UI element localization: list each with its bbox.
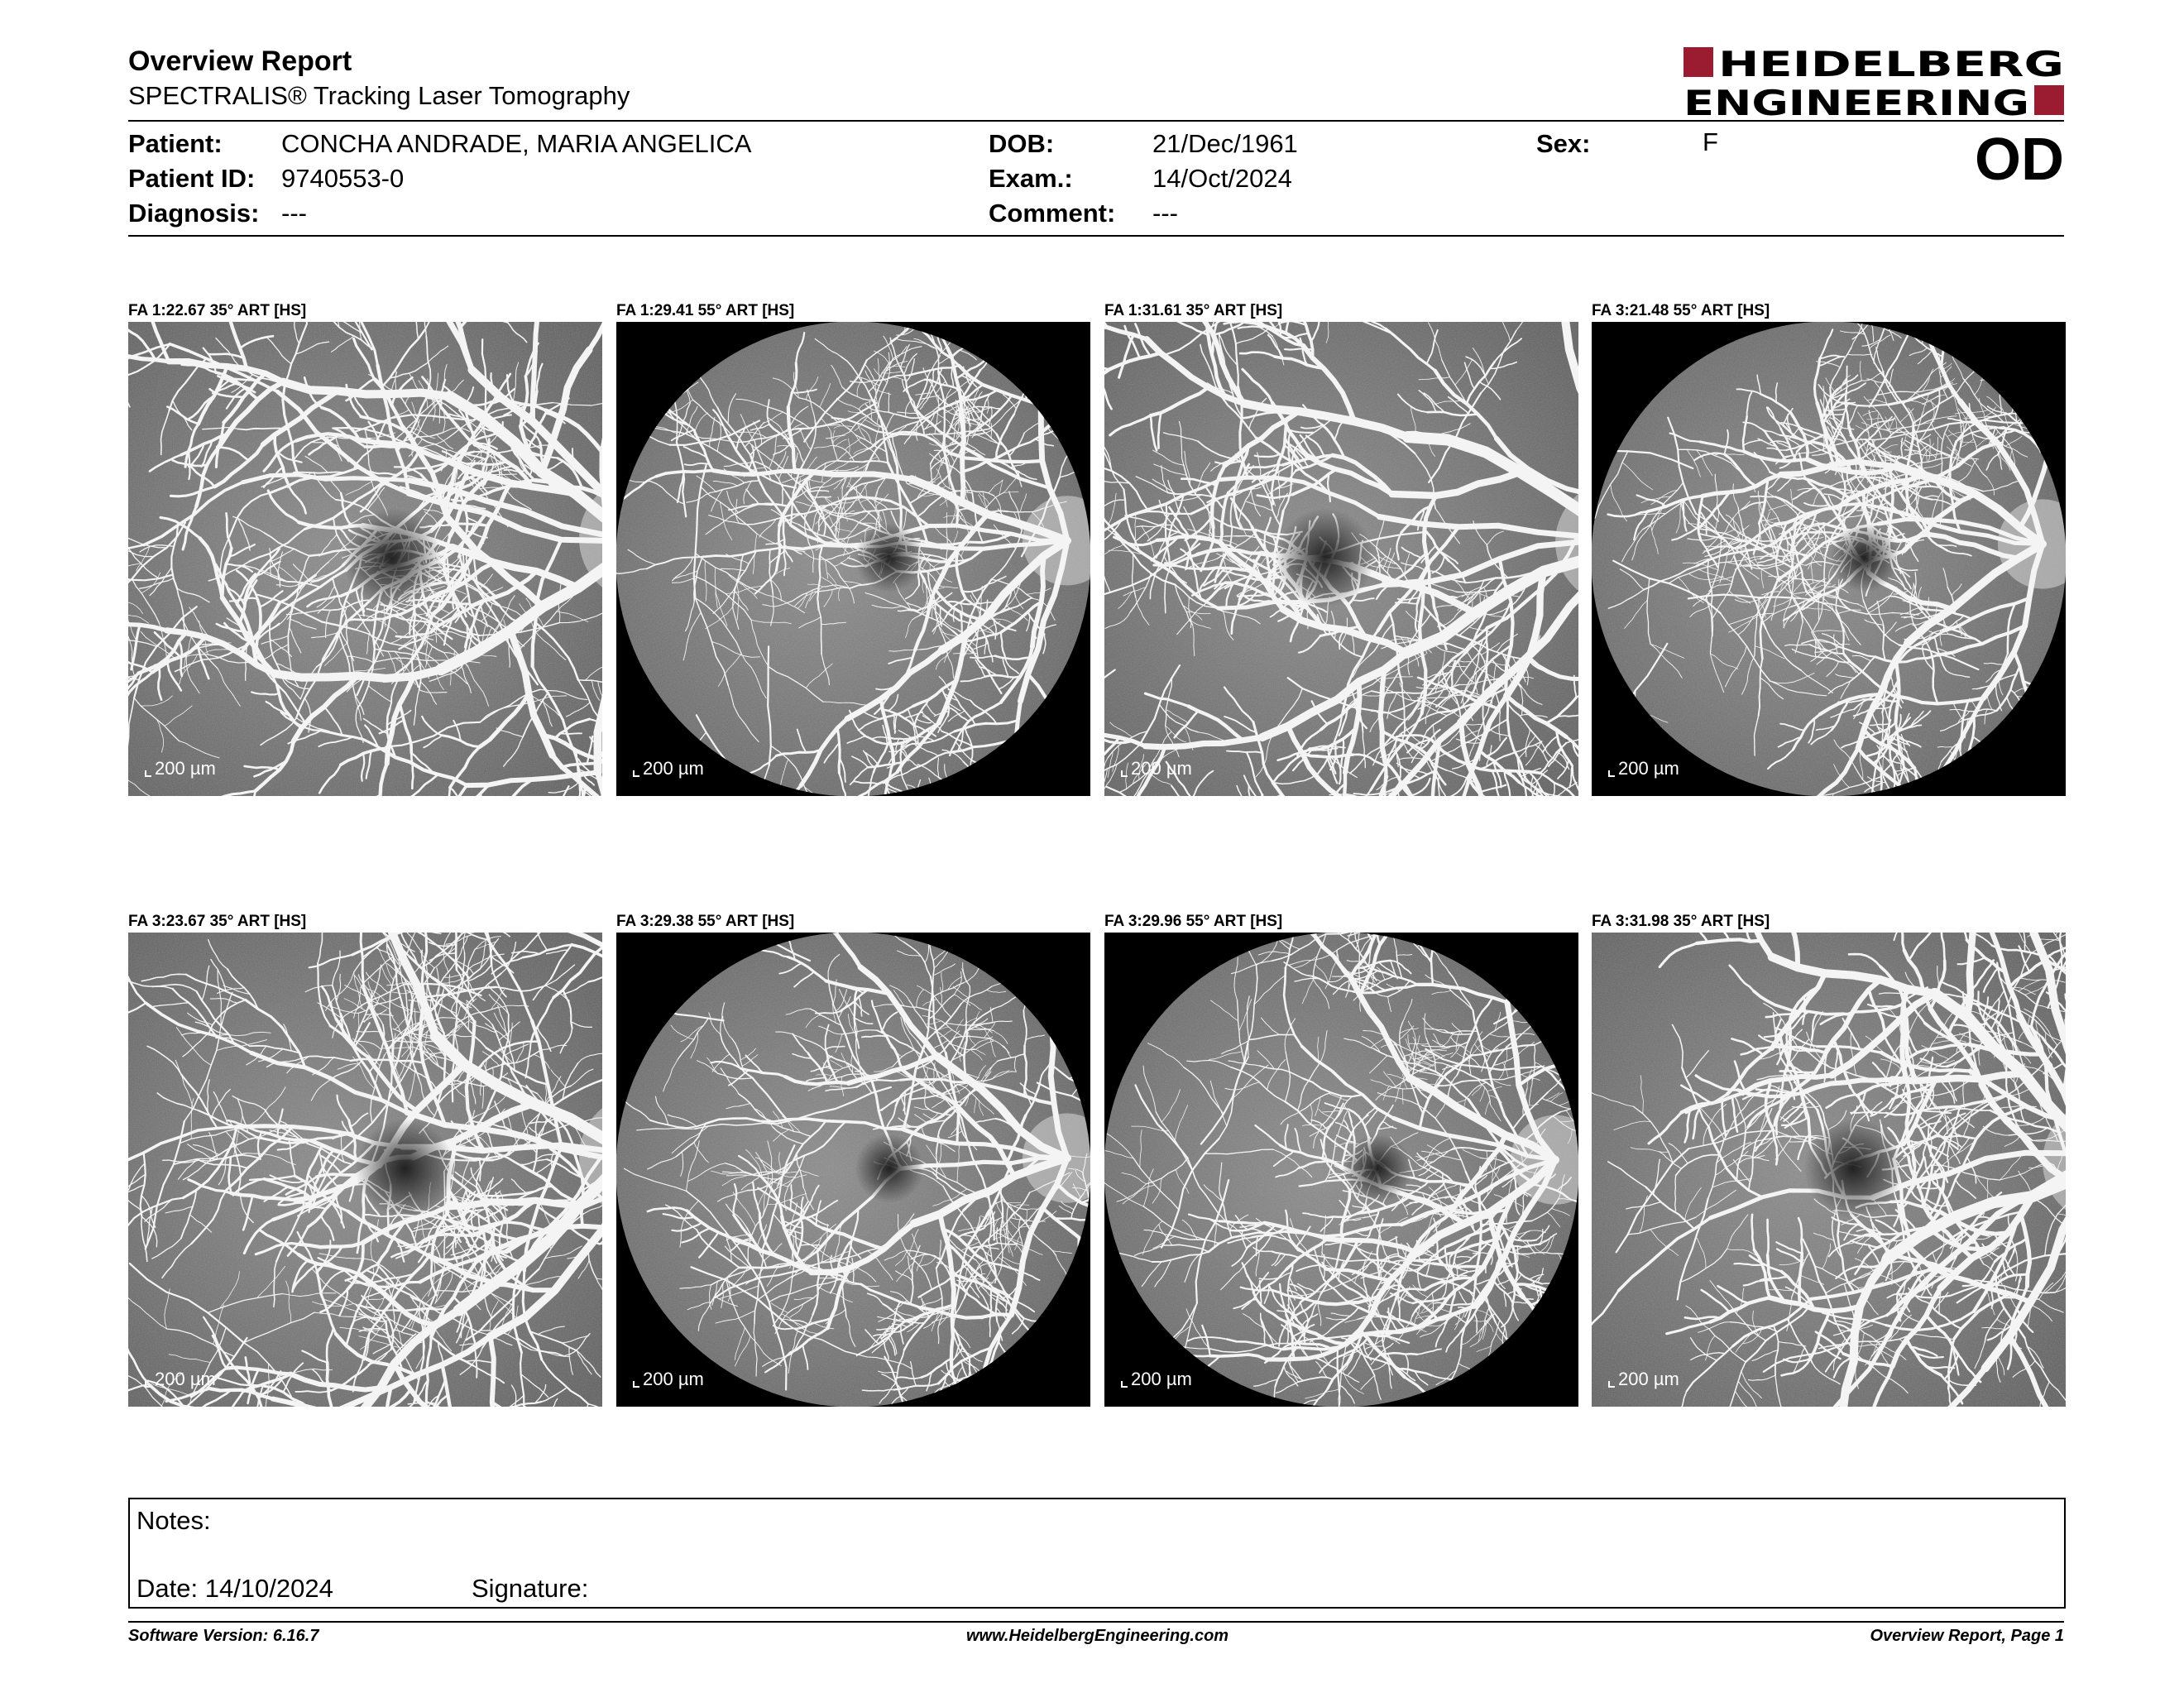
image-caption-2: FA 1:29.41 55° ART [HS] — [616, 302, 795, 319]
report-subtitle: SPECTRALIS® Tracking Laser Tomography — [128, 81, 630, 110]
retina-render — [128, 322, 602, 796]
report-title: Overview Report — [128, 46, 352, 77]
scale-bar — [1121, 758, 1192, 779]
retina-render — [616, 322, 1090, 796]
image-caption-1: FA 1:22.67 35° ART [HS] — [128, 302, 307, 319]
fa-image-5[interactable] — [128, 933, 602, 1407]
image-caption-6: FA 3:29.38 55° ART [HS] — [616, 913, 795, 930]
scale-label: 200 µm — [1618, 1369, 1679, 1389]
header-divider — [128, 120, 2064, 122]
fa-image-6[interactable] — [616, 933, 1090, 1407]
image-caption-4: FA 3:21.48 55° ART [HS] — [1592, 302, 1770, 319]
eye-indicator: OD — [1975, 127, 2064, 193]
fa-image-8[interactable] — [1592, 933, 2066, 1407]
image-caption-3: FA 1:31.61 35° ART [HS] — [1104, 302, 1283, 319]
retina-render — [1592, 322, 2066, 796]
retina-render — [1104, 322, 1578, 796]
comment-value: --- — [1152, 199, 1178, 228]
patient-label: Patient: — [128, 129, 223, 158]
website-link[interactable]: www.HeidelbergEngineering.com — [966, 1627, 1229, 1645]
retina-render — [128, 933, 602, 1407]
scale-label: 200 µm — [155, 1369, 216, 1389]
dob-value: 21/Dec/1961 — [1152, 129, 1298, 158]
scale-label: 200 µm — [643, 1369, 704, 1389]
notes-label: Notes: — [136, 1506, 211, 1535]
patient-id-label: Patient ID: — [128, 164, 256, 193]
image-caption-7: FA 3:29.96 55° ART [HS] — [1104, 913, 1283, 930]
scale-label: 200 µm — [1618, 758, 1679, 779]
exam-label: Exam.: — [989, 164, 1073, 193]
fa-image-1[interactable] — [128, 322, 602, 796]
fa-image-7[interactable] — [1104, 933, 1578, 1407]
date-label: Date: 14/10/2024 — [136, 1574, 333, 1603]
retina-render — [616, 933, 1090, 1407]
diagnosis-label: Diagnosis: — [128, 199, 260, 228]
sex-label: Sex: — [1536, 129, 1591, 158]
scale-bar — [633, 1369, 704, 1390]
notes-box[interactable] — [128, 1498, 2066, 1609]
fa-image-3[interactable] — [1104, 322, 1578, 796]
scale-bar — [1121, 1369, 1192, 1390]
scale-bar — [145, 758, 216, 779]
page-number: Overview Report, Page 1 — [1870, 1627, 2064, 1645]
fa-image-2[interactable] — [616, 322, 1090, 796]
retina-render — [1104, 933, 1578, 1407]
heidelberg-engineering-logo — [1684, 46, 2064, 118]
sex-value: F — [1703, 127, 1718, 156]
scale-bar — [1608, 758, 1679, 779]
image-caption-5: FA 3:23.67 35° ART [HS] — [128, 913, 307, 930]
fa-image-4[interactable] — [1592, 322, 2066, 796]
patient-divider — [128, 235, 2064, 237]
footer-divider — [128, 1621, 2064, 1623]
scale-label: 200 µm — [155, 758, 216, 779]
retina-render — [1592, 933, 2066, 1407]
diagnosis-value: --- — [281, 199, 307, 228]
scale-bar — [145, 1369, 216, 1390]
dob-label: DOB: — [989, 129, 1055, 158]
scale-bar — [1608, 1369, 1679, 1390]
image-caption-8: FA 3:31.98 35° ART [HS] — [1592, 913, 1770, 930]
svg-text:ENGINEERING: ENGINEERING — [1684, 83, 2029, 118]
software-version: Software Version: 6.16.7 — [128, 1627, 319, 1645]
patient-id-value: 9740553-0 — [281, 164, 405, 193]
comment-label: Comment: — [989, 199, 1116, 228]
scale-label: 200 µm — [1131, 1369, 1192, 1389]
scale-bar — [633, 758, 704, 779]
patient-name: CONCHA ANDRADE, MARIA ANGELICA — [281, 129, 752, 158]
svg-text:HEIDELBERG: HEIDELBERG — [1718, 46, 2064, 84]
scale-label: 200 µm — [643, 758, 704, 779]
scale-label: 200 µm — [1131, 758, 1192, 779]
exam-value: 14/Oct/2024 — [1152, 164, 1292, 193]
signature-label: Signature: — [472, 1574, 589, 1603]
